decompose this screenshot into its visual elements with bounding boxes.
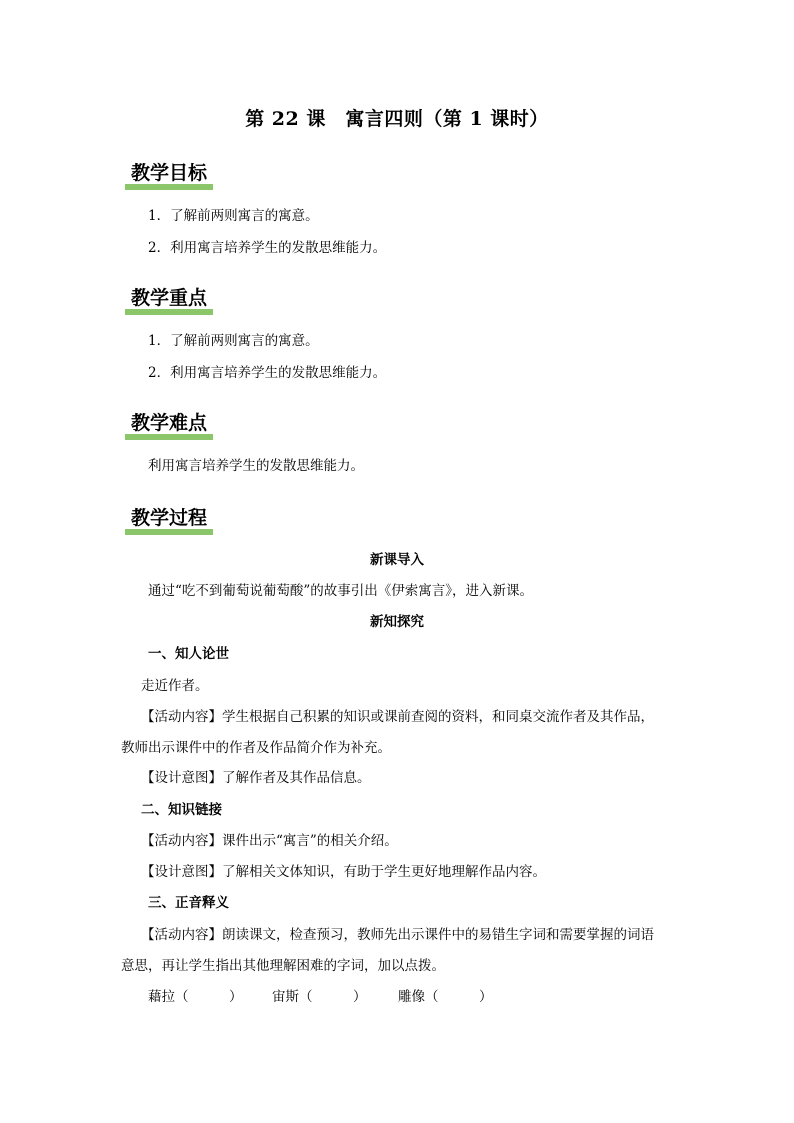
- part1-text: 走近作者。: [141, 678, 209, 694]
- page-title: 第 22 课 寓言四则（第 1 课时）: [245, 108, 549, 130]
- word-blank-3: 雕像（ ）: [398, 989, 493, 1005]
- goal-item-2: 2．利用寓言培养学生的发散思维能力。: [148, 240, 387, 256]
- part1-title: 一、知人论世: [148, 646, 229, 662]
- part2-intent: 【设计意图】了解相关文体知识，有助于学生更好地理解作品内容。: [141, 864, 546, 880]
- part3-activity-line2: 意思，再让学生指出其他理解困难的字词，加以点拨。: [121, 958, 445, 974]
- focus-item-1: 1．了解前两则寓言的寓意。: [148, 333, 319, 349]
- subheading-explore: 新知探究: [370, 614, 424, 630]
- part3-title: 三、正音释义: [148, 895, 229, 911]
- part2-activity: 【活动内容】课件出示“寓言”的相关介绍。: [141, 833, 398, 849]
- section-heading-difficulty: 教学难点: [125, 410, 213, 440]
- difficulty-item-1: 利用寓言培养学生的发散思维能力。: [148, 458, 364, 474]
- goal-item-1: 1．了解前两则寓言的寓意。: [148, 208, 319, 224]
- part1-activity-line1: 【活动内容】学生根据自己积累的知识或课前查阅的资料，和同桌交流作者及其作品，: [141, 709, 654, 725]
- subheading-intro: 新课导入: [370, 552, 424, 568]
- part2-title: 二、知识链接: [141, 802, 222, 818]
- word-blank-2: 宙斯（ ）: [272, 989, 367, 1005]
- part1-intent: 【设计意图】了解作者及其作品信息。: [141, 770, 371, 786]
- section-heading-process: 教学过程: [125, 505, 213, 535]
- focus-item-2: 2．利用寓言培养学生的发散思维能力。: [148, 365, 387, 381]
- section-heading-focus: 教学重点: [125, 285, 213, 315]
- part1-activity-line2: 教师出示课件中的作者及作品简介作为补充。: [121, 740, 391, 756]
- intro-text: 通过“吃不到葡萄说葡萄酸”的故事引出《伊索寓言》，进入新课。: [148, 583, 534, 599]
- word-blank-1: 藉拉（ ）: [148, 989, 243, 1005]
- part3-activity-line1: 【活动内容】朗读课文，检查预习，教师先出示课件中的易错生字词和需要掌握的词语: [141, 927, 654, 943]
- section-heading-goals: 教学目标: [125, 160, 213, 190]
